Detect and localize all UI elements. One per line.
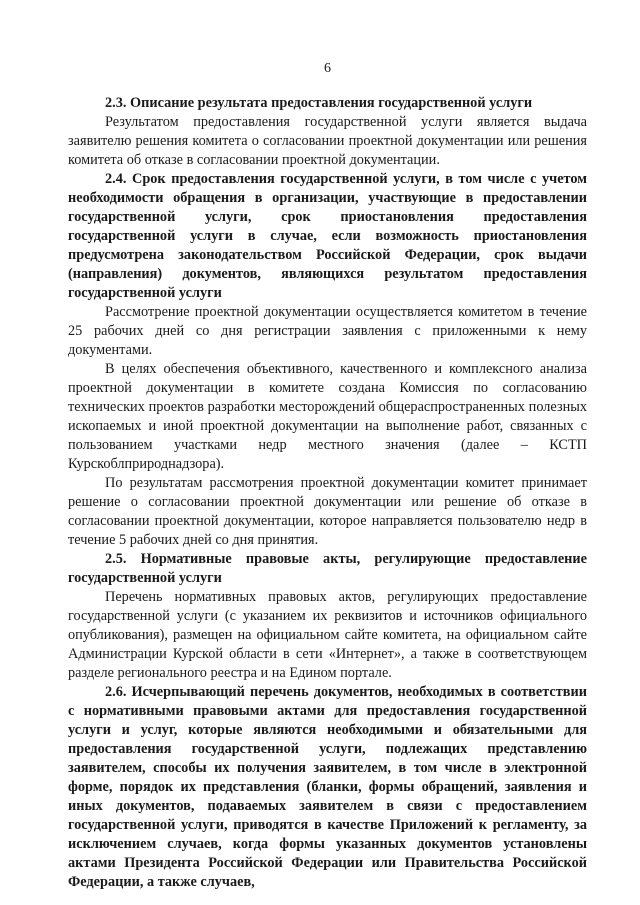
heading-2-3: 2.3. Описание результата предоставления государственной услуги — [105, 95, 533, 111]
heading-2-5: 2.5. Нормативные правовые акты, регулирующие предоставление государственной услуги — [68, 551, 587, 586]
paragraph-2-4-term: Рассмотрение проектной документации осуществляется комитетом в течение 25 рабочих дней со дня регистрации заявления с приложенными к нему документами. — [68, 304, 587, 358]
document-body — [68, 94, 587, 892]
paragraph-2-4-decision: По результатам рассмотрения проектной документации комитет принимает решение о согласовании проектной документации или решение об отказе в согласовании проектной документации, которое направляется пользователю недр в течение 5 рабочих дней со дня принятия. — [68, 475, 587, 548]
heading-2-6: 2.6. Исчерпывающий перечень документов, необходимых в соответствии с нормативными правовыми актами для предоставления государственной услуги и услуг, которые являются необходимыми и обязательными для предоставления государственной услуги, подлежащих представлению заявителем, способы их получения заявителем, в том числе в электронной форме, порядок их представления (бланки, формы обращений, заявления и иных документов, подаваемых заявителем в связи с предоставлением государственной услуги, приводятся в качестве Приложений к регламенту, за исключением случаев, когда формы указанных документов установлены актами Президента Российской Федерации или Правительства Российской Федерации, а также случаев, — [68, 684, 587, 890]
page-number: 6 — [324, 61, 331, 76]
heading-2-4: 2.4. Срок предоставления государственной услуги, в том числе с учетом необходимости обращения в организации, участвующие в предоставлении государственной услуги, срок приостановления предоставления государственной услуги в случае, если возможность приостановления предусмотрена законодательством Российской Федерации, срок выдачи (направления) документов, являющихся результатом предоставления государственной услуги — [68, 171, 587, 301]
paragraph-2-4-commission: В целях обеспечения объективного, качественного и комплексного анализа проектной документации в комитете создана Комиссия по согласованию технических проектов разработки месторождений общераспространенных полезных ископаемых и иной проектной документации на выполнение работ, связанных с пользованием участками недр местного значения (далее – КСТП Курскоблприроднадзора). — [68, 361, 587, 472]
paragraph-2-5-acts: Перечень нормативных правовых актов, регулирующих предоставление государственной услуги (с указанием их реквизитов и источников официального опубликования), размещен на официальном сайте комитета, на официальном сайте Администрации Курской области в сети «Интернет», а также в соответствующем разделе регионального реестра и на Едином портале. — [68, 589, 587, 681]
paragraph-2-3-result: Результатом предоставления государственной услуги является выдача заявителю решения комитета о согласовании проектной документации или решения комитета об отказе в согласовании проектной документации. — [68, 114, 587, 168]
